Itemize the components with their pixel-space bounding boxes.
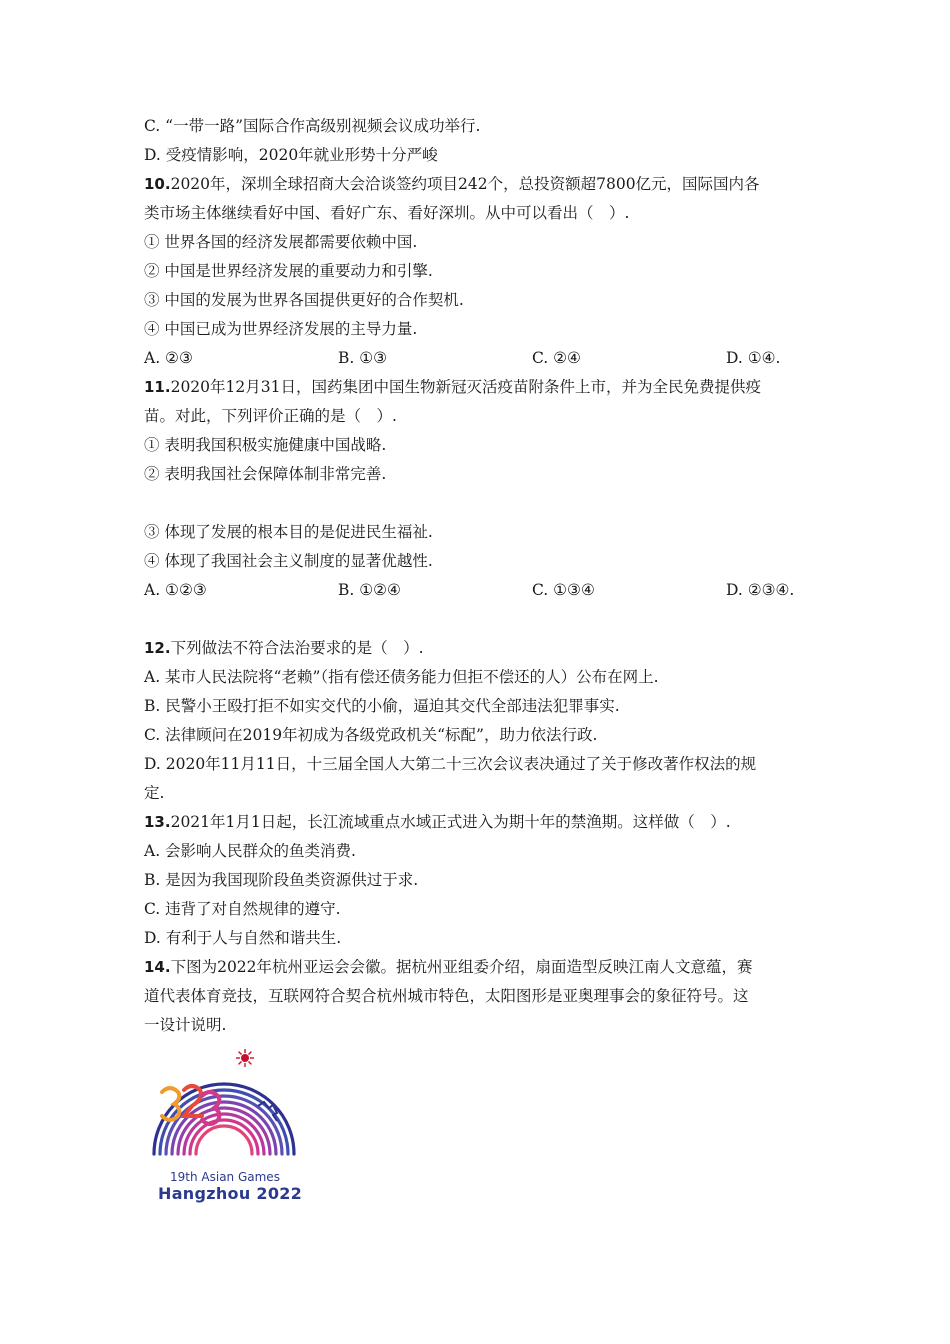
q13-stem [144, 812, 731, 832]
q11-statement-2: ② 表明我国社会保障体制非常完善. [144, 465, 387, 483]
q10-number: 10. [144, 175, 171, 193]
q12-option-c: C. 法律顾问在2019年初成为各级党政机关“标配”，助力依法行政. [144, 726, 598, 744]
q14-stem-line3: 一设计说明. [144, 1016, 227, 1034]
q12-number: 12. [144, 639, 171, 657]
q13-stem-text: 2021年1月1日起，长江流域重点水域正式进入为期十年的禁渔期。这样做（ ）. [170, 813, 731, 831]
q14-stem-text1: 下图为2022年杭州亚运会会徽。据杭州亚组委介绍，扇面造型反映江南人文意蕴，赛 [170, 958, 753, 976]
q13-option-a: A. 会影响人民群众的鱼类消费. [144, 842, 356, 860]
q12-stem [144, 638, 424, 658]
q10-stem-text1: 2020年，深圳全球招商大会洽谈签约项目242个，总投资额超7800亿元，国际国内各 [170, 175, 760, 193]
q10-statement-3: ③ 中国的发展为世界各国提供更好的合作契机. [144, 291, 464, 309]
sun-icon [236, 1049, 254, 1067]
q11-stem-line2: 苗。对此，下列评价正确的是（ ）. [144, 407, 397, 425]
q9-option-c: C. “一带一路”国际合作高级别视频会议成功举行. [144, 117, 481, 135]
q9-option-d: D. 受疫情影响，2020年就业形势十分严峻 [144, 146, 438, 164]
q13-option-c: C. 违背了对自然规律的遵守. [144, 900, 341, 918]
q13-number: 13. [144, 813, 171, 831]
q10-statement-4: ④ 中国已成为世界经济发展的主导力量. [144, 320, 418, 338]
q11-option-b: B. ①②④ [338, 581, 401, 599]
q13-option-d: D. 有利于人与自然和谐共生. [144, 929, 342, 947]
q10-statement-2: ② 中国是世界经济发展的重要动力和引擎. [144, 262, 433, 280]
q10-option-a: A. ②③ [144, 349, 193, 367]
q12-stem-text: 下列做法不符合法治要求的是（ ）. [170, 639, 424, 657]
q11-stem-text1: 2020年12月31日，国药集团中国生物新冠灭活疫苗附条件上市，并为全民免费提供疫 [170, 378, 761, 396]
q14-stem-line1 [144, 957, 753, 977]
q12-option-b: B. 民警小王殴打拒不如实交代的小偷，逼迫其交代全部违法犯罪事实. [144, 697, 620, 715]
q10-statement-1: ① 世界各国的经济发展都需要依赖中国. [144, 233, 418, 251]
q11-statement-4: ④ 体现了我国社会主义制度的显著优越性. [144, 552, 433, 570]
q10-stem-line1 [144, 174, 760, 194]
q10-stem-line2: 类市场主体继续看好中国、看好广东、看好深圳。从中可以看出（ ）. [144, 204, 630, 222]
q11-statement-3: ③ 体现了发展的根本目的是促进民生福祉. [144, 523, 433, 541]
q14-stem-line2: 道代表体育竞技，互联网符合契合杭州城市特色，太阳图形是亚奥理事会的象征符号。这 [144, 987, 749, 1005]
logo-caption-line2: Hangzhou 2022 [158, 1184, 303, 1203]
q12-option-a: A. 某市人民法院将“老赖”（指有偿还债务能力但拒不偿还的人）公布在网上. [144, 668, 659, 686]
q11-option-d: D. ②③④. [726, 581, 795, 599]
q10-option-b: B. ①③ [338, 349, 388, 367]
q11-number: 11. [144, 378, 171, 396]
q13-option-b: B. 是因为我国现阶段鱼类资源供过于求. [144, 871, 419, 889]
q11-option-c: C. ①③④ [532, 581, 595, 599]
q11-statement-1: ① 表明我国积极实施健康中国战略. [144, 436, 387, 454]
q10-option-c: C. ②④ [532, 349, 581, 367]
q11-option-a: A. ①②③ [144, 581, 207, 599]
q11-stem-line1 [144, 377, 761, 397]
q14-number: 14. [144, 958, 171, 976]
logo-caption-line1: 19th Asian Games [170, 1170, 280, 1184]
q10-option-d: D. ①④. [726, 349, 781, 367]
q12-option-d-line1: D. 2020年11月11日，十三届全国人大第二十三次会议表决通过了关于修改著作权法的规 [144, 755, 757, 773]
q12-option-d-line2: 定. [144, 784, 165, 802]
